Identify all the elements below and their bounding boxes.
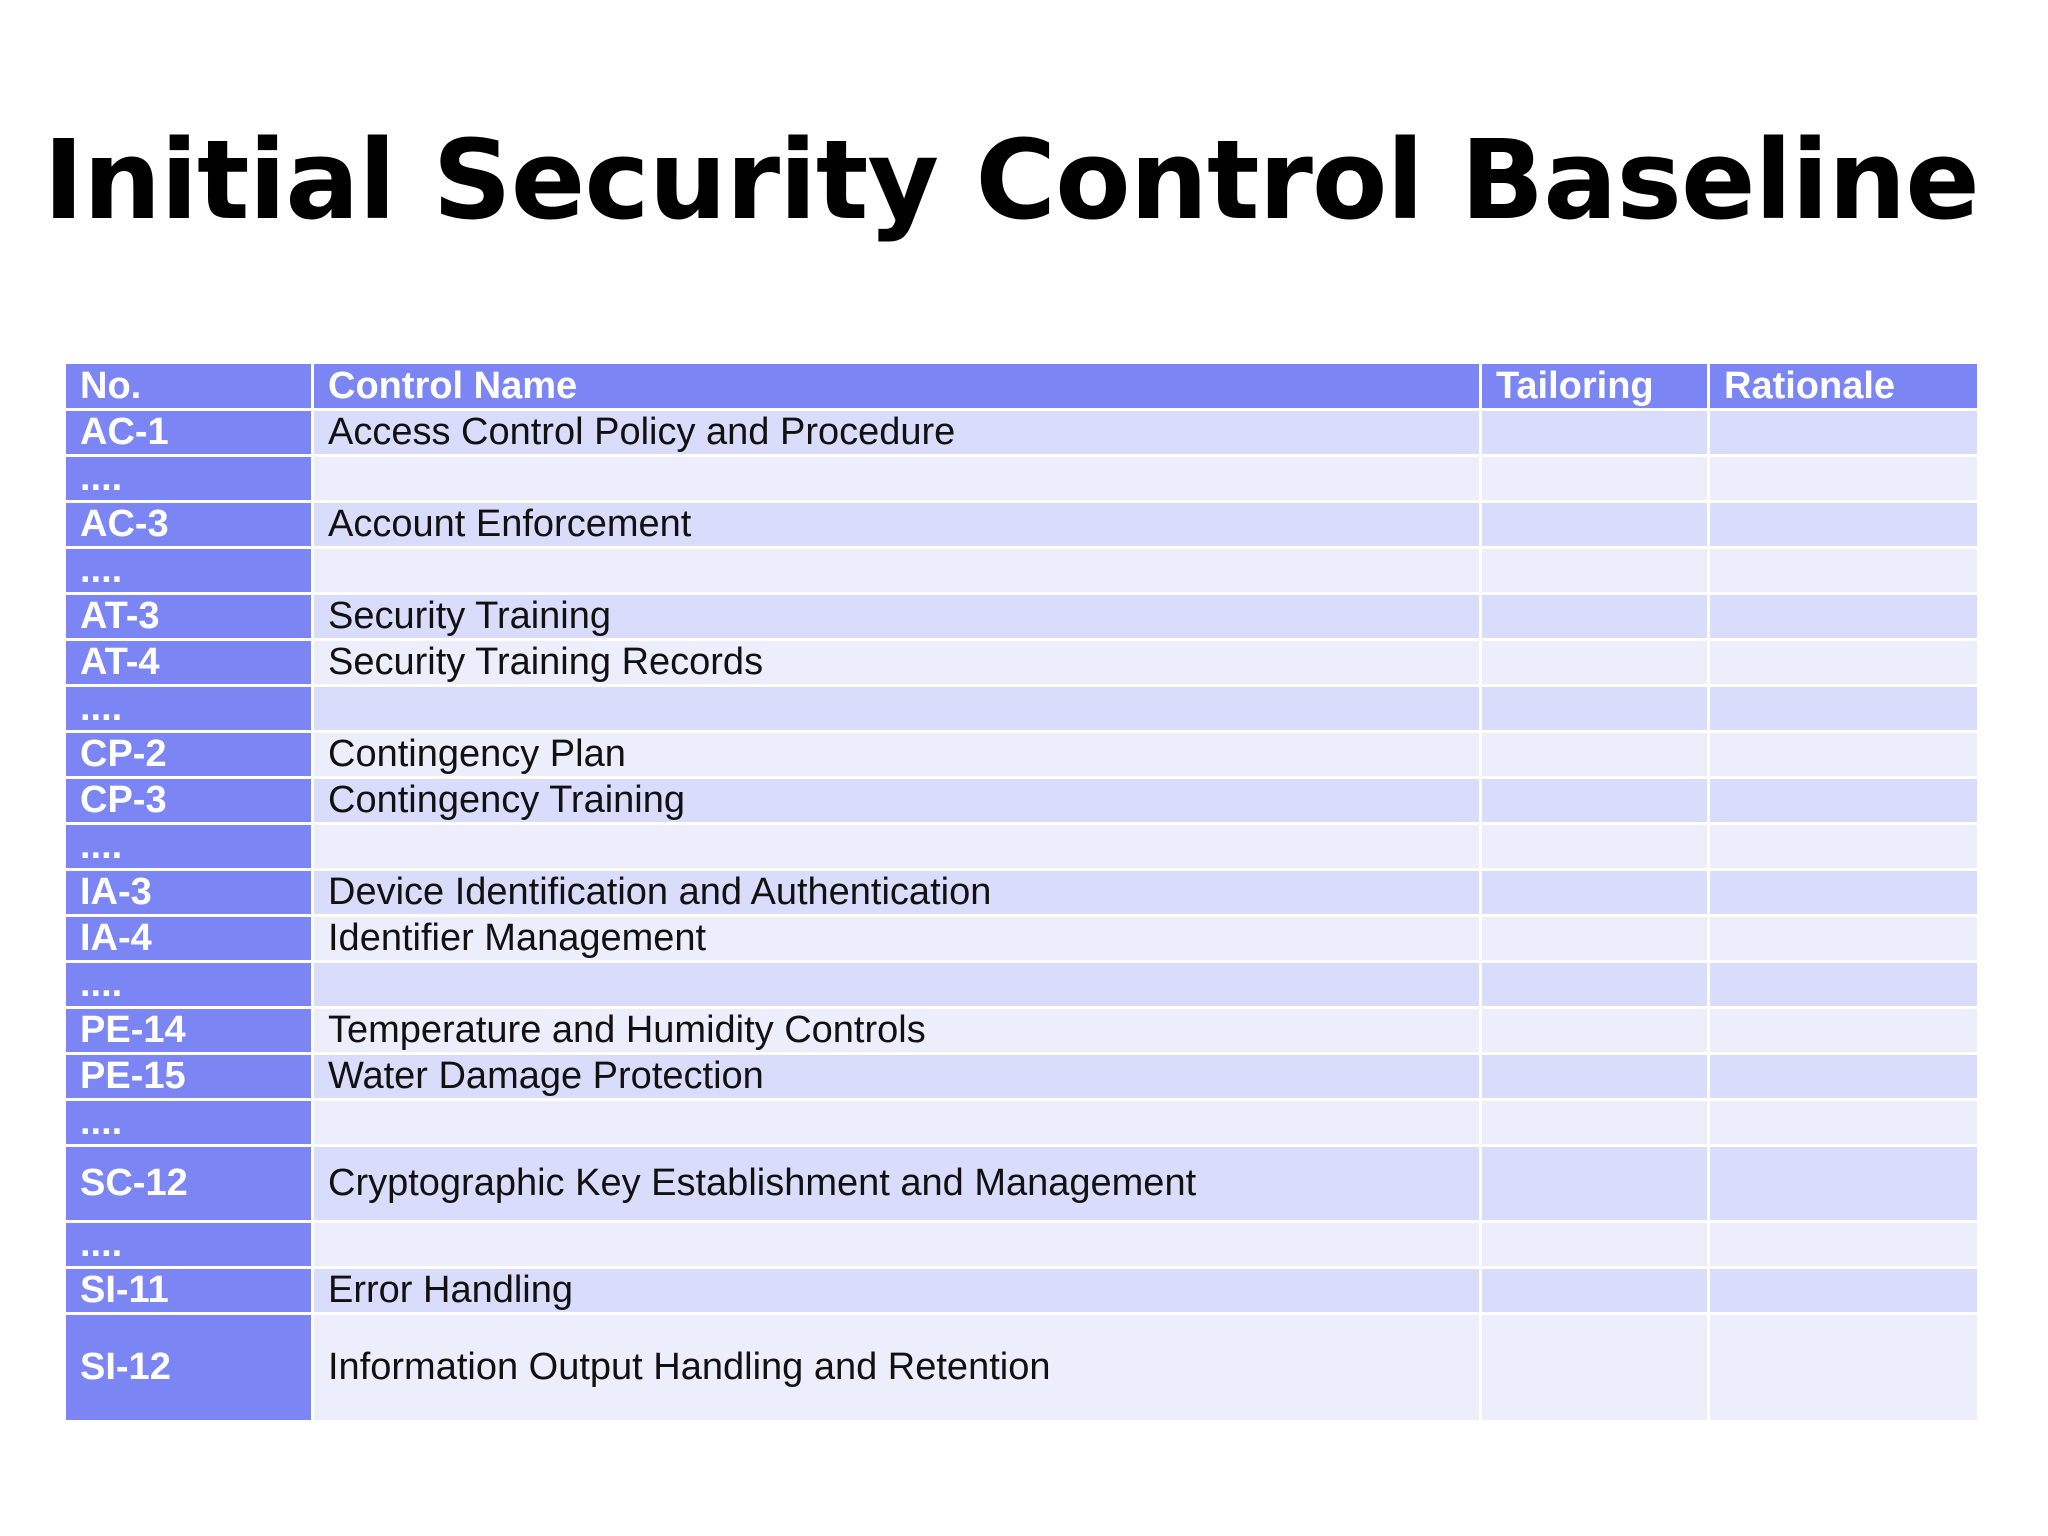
tailoring-cell — [1481, 732, 1709, 778]
tailoring-cell — [1481, 640, 1709, 686]
table-row — [65, 594, 1979, 640]
header-control-name: Control Name — [313, 363, 1481, 410]
table-row — [65, 686, 1979, 732]
rationale-cell — [1709, 410, 1979, 456]
table-row — [65, 870, 1979, 916]
control-number: IA-3 — [65, 870, 313, 916]
control-name: Information Output Handling and Retention — [313, 1314, 1481, 1422]
tailoring-cell — [1481, 1268, 1709, 1314]
control-number: SC-12 — [65, 1146, 313, 1222]
control-name: Contingency Training — [313, 778, 1481, 824]
rationale-cell — [1709, 686, 1979, 732]
tailoring-cell — [1481, 916, 1709, 962]
rationale-cell — [1709, 548, 1979, 594]
tailoring-cell — [1481, 962, 1709, 1008]
control-name — [313, 1222, 1481, 1268]
slide-title: Initial Security Control Baseline — [43, 116, 1979, 244]
tailoring-cell — [1481, 1100, 1709, 1146]
control-name: Security Training — [313, 594, 1481, 640]
rationale-cell — [1709, 1268, 1979, 1314]
rationale-cell — [1709, 1100, 1979, 1146]
control-number: .... — [65, 456, 313, 502]
control-name — [313, 962, 1481, 1008]
rationale-cell — [1709, 732, 1979, 778]
table-row — [65, 732, 1979, 778]
rationale-cell — [1709, 778, 1979, 824]
rationale-cell — [1709, 870, 1979, 916]
table-row — [65, 1314, 1979, 1422]
table-row — [65, 640, 1979, 686]
control-name — [313, 1100, 1481, 1146]
control-name: Cryptographic Key Establishment and Management — [313, 1146, 1481, 1222]
tailoring-cell — [1481, 778, 1709, 824]
tailoring-cell — [1481, 870, 1709, 916]
control-number: AT-3 — [65, 594, 313, 640]
control-baseline-table — [63, 361, 1980, 1423]
tailoring-cell — [1481, 1314, 1709, 1422]
control-number: CP-2 — [65, 732, 313, 778]
rationale-cell — [1709, 962, 1979, 1008]
control-number: .... — [65, 1100, 313, 1146]
control-name: Identifier Management — [313, 916, 1481, 962]
rationale-cell — [1709, 594, 1979, 640]
rationale-cell — [1709, 824, 1979, 870]
control-number: CP-3 — [65, 778, 313, 824]
tailoring-cell — [1481, 1222, 1709, 1268]
tailoring-cell — [1481, 1146, 1709, 1222]
control-name: Contingency Plan — [313, 732, 1481, 778]
control-number: IA-4 — [65, 916, 313, 962]
table-row — [65, 456, 1979, 502]
rationale-cell — [1709, 916, 1979, 962]
tailoring-cell — [1481, 824, 1709, 870]
control-name: Water Damage Protection — [313, 1054, 1481, 1100]
rationale-cell — [1709, 1314, 1979, 1422]
control-number: SI-12 — [65, 1314, 313, 1422]
tailoring-cell — [1481, 456, 1709, 502]
tailoring-cell — [1481, 1008, 1709, 1054]
tailoring-cell — [1481, 410, 1709, 456]
header-tailoring: Tailoring — [1481, 363, 1709, 410]
control-number: .... — [65, 1222, 313, 1268]
tailoring-cell — [1481, 502, 1709, 548]
table-row — [65, 916, 1979, 962]
table-row — [65, 1268, 1979, 1314]
control-name — [313, 686, 1481, 732]
header-no: No. — [65, 363, 313, 410]
control-name: Temperature and Humidity Controls — [313, 1008, 1481, 1054]
rationale-cell — [1709, 1008, 1979, 1054]
table-header-row — [65, 363, 1979, 410]
control-name — [313, 824, 1481, 870]
control-name: Security Training Records — [313, 640, 1481, 686]
rationale-cell — [1709, 640, 1979, 686]
control-number: SI-11 — [65, 1268, 313, 1314]
control-name: Account Enforcement — [313, 502, 1481, 548]
rationale-cell — [1709, 1054, 1979, 1100]
control-name: Access Control Policy and Procedure — [313, 410, 1481, 456]
control-name — [313, 456, 1481, 502]
control-number: PE-14 — [65, 1008, 313, 1054]
table-row — [65, 410, 1979, 456]
table-row — [65, 778, 1979, 824]
table-row — [65, 1008, 1979, 1054]
control-number: AT-4 — [65, 640, 313, 686]
tailoring-cell — [1481, 1054, 1709, 1100]
header-rationale: Rationale — [1709, 363, 1979, 410]
table-row — [65, 824, 1979, 870]
control-name — [313, 548, 1481, 594]
tailoring-cell — [1481, 686, 1709, 732]
rationale-cell — [1709, 456, 1979, 502]
control-number: .... — [65, 686, 313, 732]
control-name: Error Handling — [313, 1268, 1481, 1314]
table-row — [65, 962, 1979, 1008]
control-number: .... — [65, 962, 313, 1008]
table-row — [65, 1100, 1979, 1146]
tailoring-cell — [1481, 594, 1709, 640]
control-number: .... — [65, 824, 313, 870]
table-row — [65, 1054, 1979, 1100]
control-number: AC-1 — [65, 410, 313, 456]
table-row — [65, 502, 1979, 548]
table-row — [65, 548, 1979, 594]
control-name: Device Identification and Authentication — [313, 870, 1481, 916]
table-row — [65, 1146, 1979, 1222]
table-row — [65, 1222, 1979, 1268]
rationale-cell — [1709, 502, 1979, 548]
control-number: .... — [65, 548, 313, 594]
tailoring-cell — [1481, 548, 1709, 594]
rationale-cell — [1709, 1146, 1979, 1222]
control-number: PE-15 — [65, 1054, 313, 1100]
rationale-cell — [1709, 1222, 1979, 1268]
control-number: AC-3 — [65, 502, 313, 548]
